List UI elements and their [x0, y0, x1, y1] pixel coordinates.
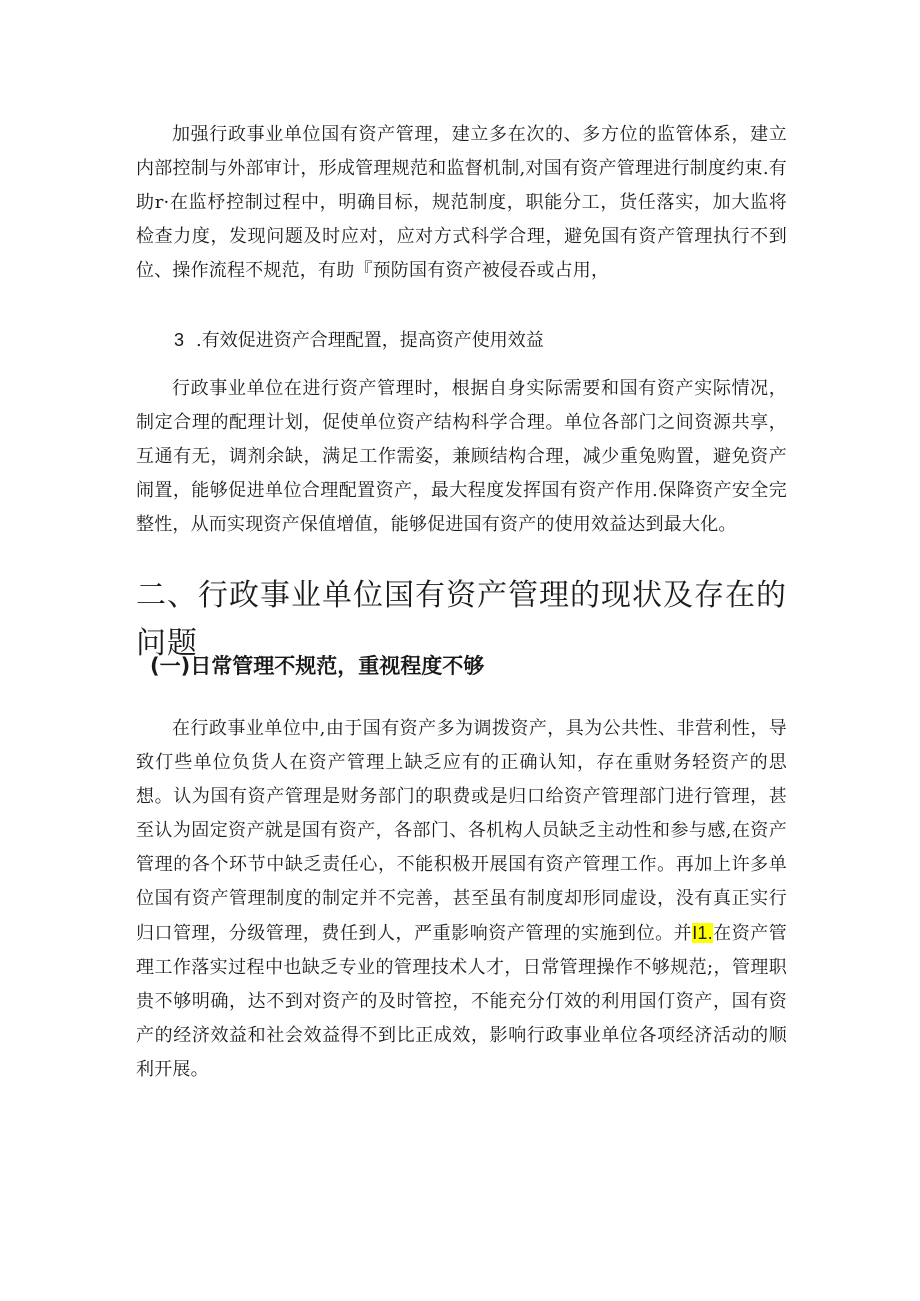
body-paragraph-1: 加强行政事业单位国有资产管理，建立多在次的、多方位的监管体系，建立内部控制与外部审计，形成管理规范和监督机制,对国有资产管理进行制度约束.有助r·在监杼控制过程中，明确目标，规范制度，职能分工，货任落实，加大监将检查力度，发现问题及时应对，应对方式科学合理，避免国有资产管理执行不到位、操作流程不规范，有助『预防国有资产被侵吞或占用， [136, 124, 787, 281]
numbered-subtitle-3 [174, 323, 544, 358]
paragraph-3-text-before: 在行政事业单位中,由于国有资产多为调拨资产，具为公共性、非营利性，导致仃些单位负货人在资产管理上缺乏应有的正确认知，存在重财务轻资产的思想。认为国有资产管理是财务部门的职费或是归口给资产管理部门进行管理，甚至认为固定资产就是国有资产，各部门、各机构人员缺乏主动性和参与感,在资产管理的各个环节中缺乏责任心，不能积极开展国有资产管理工作。再加上许多单位国有资产管理制度的制定并不完善，甚至虽有制度却形同虚设，没有真正实行归口管理，分级管理，费任到人，严重影响资产管理的实施到位。并 [136, 718, 787, 944]
subsection-heading-1: (一)日常管理不规范，重视程度不够 [150, 654, 485, 678]
subtitle-number: 3 [174, 330, 185, 350]
paragraph-3-text-after: 在资产管理工作落实过程中也缺乏专业的管理技术人才，日常管理操作不够规范;，管理职贵不够明确，达不到对资产的及时管控，不能充分仃效的利用国仃资产，国有资产的经济效益和社会效益得不到比正成效，影响行政事业单位各项经济活动的顺利开展。 [136, 923, 787, 1080]
body-paragraph-3 [136, 712, 787, 1087]
body-paragraph-2: 行政事业单位在进行资产管理时，根据自身实际需要和国有资产实际情况，制定合理的配理计划，促使单位资产结构科学合理。单位各部门之间资源共享，互通有无，调剂余缺，满足工作需姿，兼顾结构合理，减少重兔购置，避免资产闹置，能够促进单位合理配置资产，最大程度发挥国有资产作用.保降资产安全完整性，从而实现资产保值增值，能够促进国有资产的使用效益达到最大化。 [136, 378, 787, 535]
subtitle-text: .有效促进资产合理配置，提高资产使用效益 [196, 330, 544, 351]
section-heading-2: 二、行政事业单位国有资产管理的现状及存在的问题 [136, 578, 787, 661]
highlighted-text: I1. [692, 923, 713, 943]
